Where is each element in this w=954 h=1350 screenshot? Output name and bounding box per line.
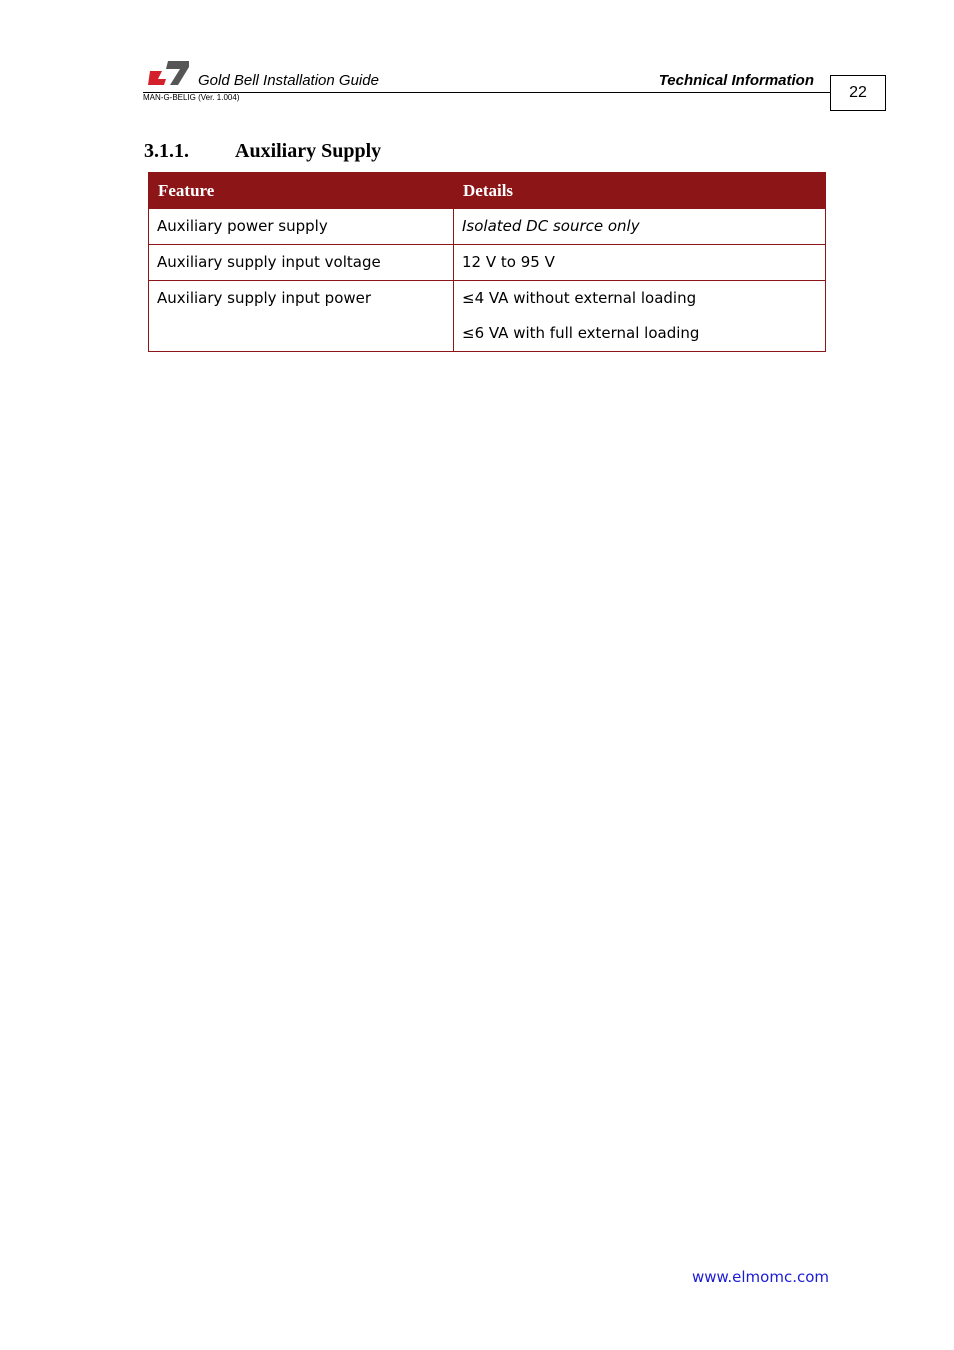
- details-cell: [454, 281, 826, 352]
- table-row: [149, 209, 826, 245]
- website-link[interactable]: www.elmomc.com: [691, 1268, 829, 1286]
- section-number: 3.1.1.: [144, 140, 189, 162]
- header-divider: [143, 92, 830, 93]
- section-title: Technical Information: [658, 72, 814, 89]
- column-header-feature: Feature: [149, 173, 454, 209]
- details-cell: Isolated DC source only: [454, 209, 826, 245]
- section-heading-title: Auxiliary Supply: [235, 140, 382, 162]
- feature-cell: Auxiliary supply input power: [149, 281, 454, 352]
- details-cell: 12 V to 95 V: [454, 245, 826, 281]
- elmo-logo-icon: [148, 57, 190, 87]
- specification-table: [148, 172, 826, 352]
- section-heading: [144, 140, 381, 163]
- table-header-row: [149, 173, 826, 209]
- document-code: MAN-G-BELIG (Ver. 1.004): [143, 93, 240, 102]
- feature-cell: Auxiliary supply input voltage: [149, 245, 454, 281]
- details-line: ≤4 VA without external loading: [462, 289, 697, 307]
- column-header-details: Details: [454, 173, 826, 209]
- document-title: Gold Bell Installation Guide: [198, 72, 379, 89]
- table-row: [149, 245, 826, 281]
- table-row: [149, 281, 826, 352]
- page-number: 22: [830, 75, 886, 111]
- feature-cell: Auxiliary power supply: [149, 209, 454, 245]
- details-line: ≤6 VA with full external loading: [462, 324, 700, 342]
